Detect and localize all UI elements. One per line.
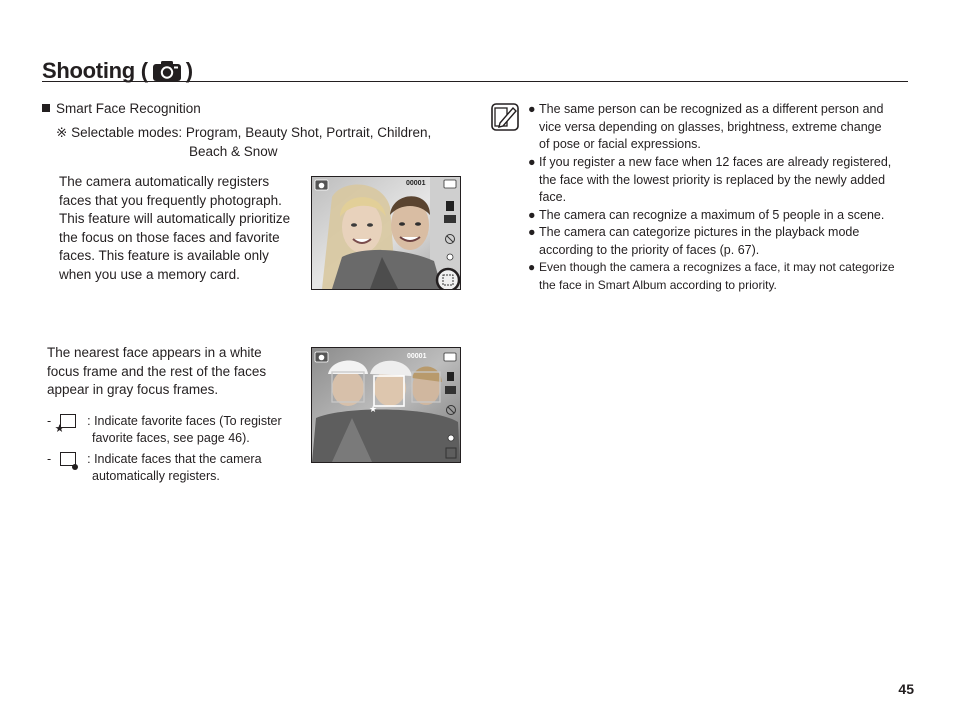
text-line: when you use a memory card. <box>59 266 240 282</box>
bullet-dot: ● <box>528 260 536 274</box>
note-pencil-icon <box>491 103 519 131</box>
nearest-face-paragraph <box>47 344 297 400</box>
favorite-face-frame-icon: ★ <box>60 414 76 428</box>
text-line: faces. This feature is available only <box>59 248 269 263</box>
text-line: face. <box>539 190 567 204</box>
text-line: The same person can be recognized as a different person and <box>539 102 884 116</box>
text-line: focus frame and the rest of the faces <box>47 363 267 379</box>
text-line: faces that you frequently photograph. <box>59 192 282 208</box>
bullet-dot: ● <box>528 225 536 239</box>
note-item <box>528 224 913 259</box>
modes-list-line-1: Program, Beauty Shot, Portrait, Children, <box>185 125 432 140</box>
camera-icon <box>152 60 182 82</box>
shot-counter: 00001 <box>406 180 426 187</box>
text-line: Even though the camera a recognizes a face, it may not categorize <box>539 260 895 274</box>
selectable-modes <box>56 124 431 143</box>
camera-lcd-photo-smart-face <box>311 176 461 290</box>
modes-label: Selectable modes: <box>71 125 183 140</box>
note-item <box>528 259 913 294</box>
text-line: The camera can categorize pictures in the playback mode <box>539 225 860 239</box>
legend-text: : Indicate favorite faces (To register <box>87 414 282 428</box>
text-line: the focus on those faces and favorite <box>59 229 280 245</box>
camera-lcd-photo-face-frames <box>311 347 461 463</box>
text-line: the face with the lowest priority is replaced by the newly added <box>539 172 886 187</box>
bullet-dot: ● <box>528 155 536 169</box>
text-line: according to the priority of faces (p. 67). <box>539 242 760 257</box>
legend-text-continued: favorite faces, see page 46). <box>92 431 250 445</box>
intro-paragraph <box>59 173 309 284</box>
group-photo-illustration <box>312 348 460 462</box>
text-line: The camera can recognize a maximum of 5 people in a scene. <box>539 208 885 222</box>
shot-counter: 00001 <box>407 353 427 360</box>
text-line: This feature will automatically prioritize <box>59 211 291 226</box>
note-item <box>528 207 913 225</box>
legend-text: : Indicate faces that the camera <box>87 452 262 466</box>
modes-list-line-2: Beach & Snow <box>189 144 278 159</box>
text-line: of pose or facial expressions. <box>539 137 701 151</box>
title-suffix: ) <box>185 58 193 83</box>
section-title: Smart Face Recognition <box>56 101 201 116</box>
text-line: The nearest face appears in a white <box>47 345 262 360</box>
text-line: appear in gray focus frames. <box>47 382 219 397</box>
note-item <box>528 101 913 154</box>
svg-text:★: ★ <box>369 405 378 415</box>
text-line: If you register a new face when 12 faces are already registered, <box>539 155 892 169</box>
couple-photo-illustration <box>312 177 460 289</box>
text-line: vice versa depending on glasses, brightness, extreme change <box>539 119 882 134</box>
legend-text-continued: automatically registers. <box>92 469 220 483</box>
legend-registered <box>47 451 307 469</box>
legend-favorite <box>47 413 307 435</box>
bullet-dot: ● <box>528 102 536 116</box>
page-number: 45 <box>898 681 914 697</box>
text-line: The camera automatically registers <box>59 174 270 189</box>
legend-dash: - <box>47 414 52 428</box>
title-prefix: Shooting ( <box>42 58 148 83</box>
title-divider <box>42 81 908 82</box>
note-item <box>528 154 913 207</box>
reference-mark: ※ <box>56 125 68 140</box>
bullet-dot: ● <box>528 208 536 222</box>
registered-face-frame-icon <box>60 452 76 466</box>
text-line: the face in Smart Album according to priority. <box>539 277 777 292</box>
section-heading <box>42 100 201 119</box>
square-bullet-icon <box>42 104 50 112</box>
legend-dash: - <box>47 452 52 466</box>
